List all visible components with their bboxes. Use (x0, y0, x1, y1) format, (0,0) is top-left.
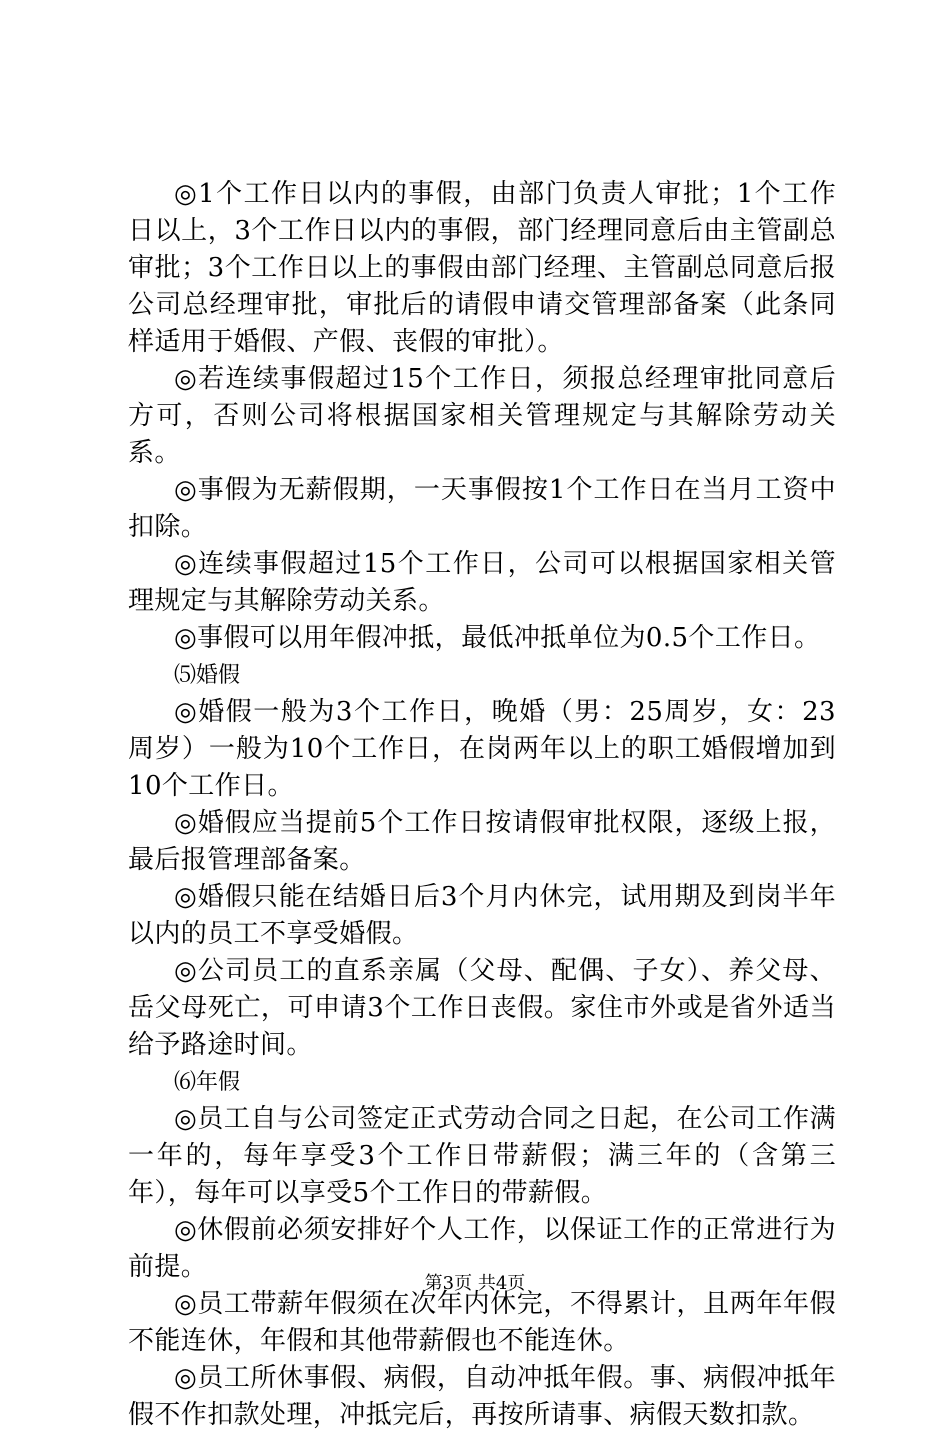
paragraph-annual-leave-expiry: ◎员工带薪年假须在次年内休完，不得累计，且两年年假不能连休，年假和其他带薪假也不能连休。 (128, 1289, 836, 1356)
page-number: 第3页 共4页 (424, 1273, 526, 1294)
page-footer (0, 1272, 950, 1296)
paragraph-annual-leave-prerequisite: ◎休假前必须安排好个人工作，以保证工作的正常进行为前提。 (128, 1215, 836, 1282)
section-heading-annual-leave: ⑹年假 (174, 1070, 241, 1095)
paragraph-annual-leave-entitlement: ◎员工自与公司签定正式劳动合同之日起，在公司工作满一年的，每年享受3个工作日带薪假；满三年的（含第三年），每年可以享受5个工作日的带薪假。 (128, 1104, 836, 1208)
paragraph-personal-leave-offset: ◎事假可以用年假冲抵，最低冲抵单位为0.5个工作日。 (174, 623, 821, 653)
section-heading-marriage-leave: ⑸婚假 (174, 663, 241, 688)
paragraph-continuous-personal-leave: ◎连续事假超过15个工作日，公司可以根据国家相关管理规定与其解除劳动关系。 (128, 549, 836, 616)
paragraph-marriage-leave-notice: ◎婚假应当提前5个工作日按请假审批权限，逐级上报，最后报管理部备案。 (128, 808, 836, 875)
paragraph-personal-leave-approval: ◎1个工作日以内的事假，由部门负责人审批；1个工作日以上，3个工作日以内的事假，部门经理同意后由主管副总审批；3个工作日以上的事假由部门经理、主管副总同意后报公司总经理审批，审批后的请假申请交管理部备案（此条同样适用于婚假、产假、丧假的审批）。 (128, 179, 836, 357)
paragraph-personal-leave-unpaid: ◎事假为无薪假期，一天事假按1个工作日在当月工资中扣除。 (128, 475, 836, 542)
paragraph-marriage-leave-days: ◎婚假一般为3个工作日，晚婚（男：25周岁，女：23周岁）一般为10个工作日，在岗两年以上的职工婚假增加到10个工作日。 (128, 697, 836, 801)
paragraph-bereavement-leave: ◎公司员工的直系亲属（父母、配偶、子女）、养父母、岳父母死亡，可申请3个工作日丧假。家住市外或是省外适当给予路途时间。 (128, 956, 836, 1060)
paragraph-personal-leave-over-15-days: ◎若连续事假超过15个工作日，须报总经理审批同意后方可，否则公司将根据国家相关管理规定与其解除劳动关系。 (128, 364, 836, 468)
document-body (128, 176, 836, 1434)
paragraph-annual-leave-offset: ◎员工所休事假、病假，自动冲抵年假。事、病假冲抵年假不作扣款处理，冲抵完后，再按所请事、病假天数扣款。 (128, 1363, 836, 1430)
paragraph-marriage-leave-timing: ◎婚假只能在结婚日后3个月内休完，试用期及到岗半年以内的员工不享受婚假。 (128, 882, 836, 949)
